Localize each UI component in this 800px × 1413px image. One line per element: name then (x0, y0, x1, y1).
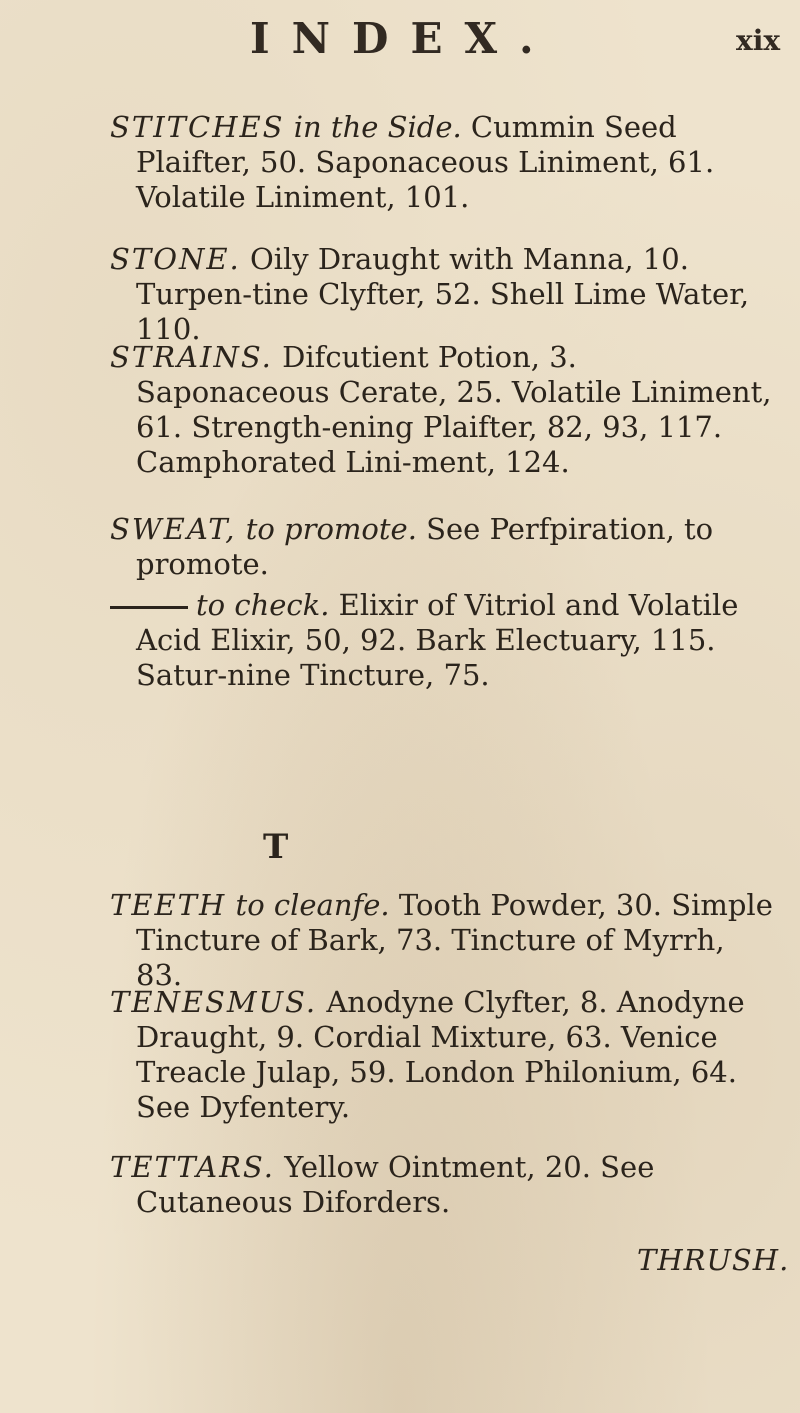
entry-body: Yellow Ointment, 20. See Cutaneous Diforders. (136, 1150, 655, 1219)
index-entry-tettars (110, 1150, 776, 1220)
entry-heading: STITCHES (110, 110, 285, 144)
entry-body: Cummin Seed Plaifter, 50. Saponaceous Liniment, 61. Volatile Liniment, 101. (136, 110, 715, 214)
entry-subheading: to cleanfe. (226, 888, 390, 922)
index-entry-strains (110, 340, 776, 480)
entry-subheading: in the Side. (284, 110, 462, 144)
entry-body: Oily Draught with Manna, 10. Turpen-tine Clyfter, 52. Shell Lime Water, 110. (136, 242, 750, 346)
index-entry-stone (110, 242, 776, 347)
entry-body: Tooth Powder, 30. Simple Tincture of Bark, 73. Tincture of Myrrh, 83. (136, 888, 773, 992)
index-entry-tenesmus (110, 985, 776, 1125)
entry-body: Elixir of Vitriol and Volatile Acid Elixir, 50, 92. Bark Electuary, 115. Satur-nine Tincture, 75. (136, 588, 739, 692)
index-entry-sweat-check (110, 588, 776, 693)
index-entry-stitches (110, 110, 776, 215)
entry-heading: TEETH (110, 888, 227, 922)
entry-heading: TENESMUS. (110, 985, 318, 1019)
entry-body: See Perfpiration, to promote. (136, 512, 714, 581)
index-entry-teeth (110, 888, 776, 993)
ditto-rule (110, 606, 188, 609)
catchword: THRUSH. (637, 1243, 790, 1277)
running-header: INDEX. (250, 14, 556, 63)
entry-body: Anodyne Clyfter, 8. Anodyne Draught, 9. Cordial Mixture, 63. Venice Treacle Julap, 59. London Philonium, 64. See Dyfentery. (136, 985, 745, 1124)
entry-heading: TETTARS. (110, 1150, 275, 1184)
section-letter: T (263, 827, 289, 867)
index-entry-sweat-promote (110, 512, 776, 582)
entry-heading: STONE. (110, 242, 241, 276)
entry-subheading: to check. (196, 588, 330, 622)
entry-heading: SWEAT, (110, 512, 237, 546)
page-number: xix (736, 24, 781, 57)
entry-body: Difcutient Potion, 3. Saponaceous Cerate, 25. Volatile Liniment, 61. Strength-ening Plaifter, 82, 93, 117. Camphorated Lini-ment, 124. (136, 340, 772, 479)
entry-subheading: to promote. (236, 512, 417, 546)
entry-heading: STRAINS. (110, 340, 273, 374)
